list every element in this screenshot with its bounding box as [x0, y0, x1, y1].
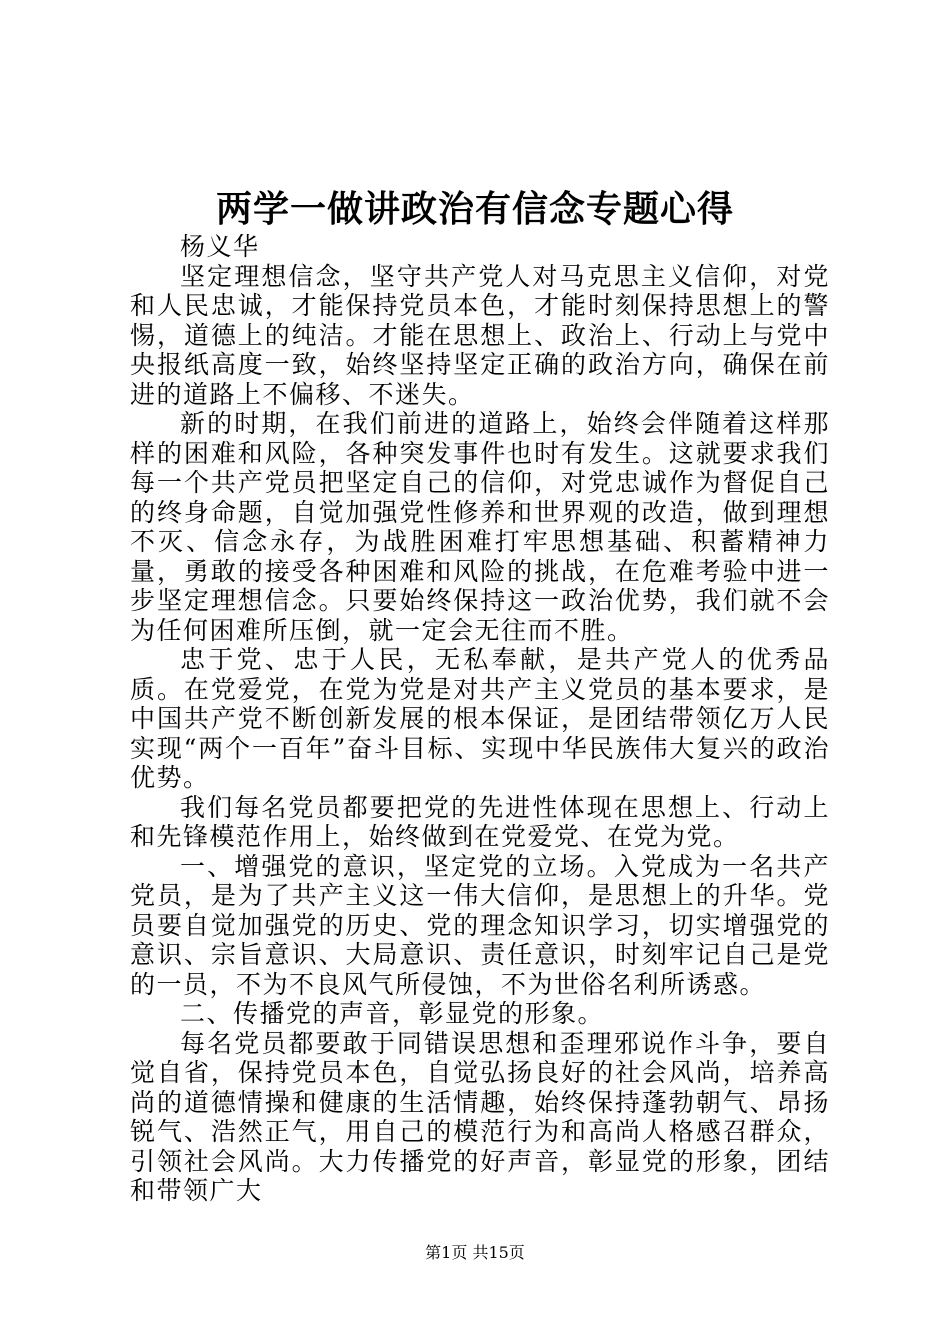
paragraph: 二、传播党的声音，彰显党的形象。: [180, 999, 605, 1028]
paragraph: 坚定理想信念，坚守共产党人对马克思主义信仰，对党和人民忠诚，才能保持党员本色，才能时刻保持思想上的警惕，道德上的纯洁。才能在思想上、政治上、行动上与党中央报纸高度一致，始终坚持坚定正确的政治方向，确保在前进的道路上不偏移、不迷失。: [130, 261, 830, 409]
page-number-footer: 第1页 共15页: [425, 1243, 525, 1262]
document-body: [130, 232, 830, 1206]
paragraph: 我们每名党员都要把党的先进性体现在思想上、行动上和先锋模范作用上，始终做到在党爱党、在党为党。: [130, 792, 830, 851]
document-title: 两学一做讲政治有信念专题心得: [215, 188, 734, 230]
paragraph: 每名党员都要敢于同错误思想和歪理邪说作斗争，要自觉自省，保持党员本色，自觉弘扬良好的社会风尚，培养高尚的道德情操和健康的生活情趣，始终保持蓬勃朝气、昂扬锐气、浩然正气，用自己的模范行为和高尚人格感召群众，引领社会风尚。大力传播党的好声音，彰显党的形象，团结和带领广大: [130, 1028, 830, 1205]
paragraph: 新的时期，在我们前进的道路上，始终会伴随着这样那样的困难和风险，各种突发事件也时有发生。这就要求我们每一个共产党员把坚定自己的信仰，对党忠诚作为督促自己的终身命题，自觉加强党性修养和世界观的改造，做到理想不灭、信念永存，为战胜困难打牢思想基础、积蓄精神力量，勇敢的接受各种困难和风险的挑战，在危难考验中进一步坚定理想信念。只要始终保持这一政治优势，我们就不会为任何困难所压倒，就一定会无往而不胜。: [130, 409, 830, 645]
author-line: 杨义华: [180, 232, 260, 261]
paragraph: 一、增强党的意识，坚定党的立场。入党成为一名共产党员，是为了共产主义这一伟大信仰，是思想上的升华。党员要自觉加强党的历史、党的理念知识学习，切实增强党的意识、宗旨意识、大局意识、责任意识，时刻牢记自己是党的一员，不为不良风气所侵蚀，不为世俗名利所诱惑。: [130, 851, 830, 999]
paragraph: 忠于党、忠于人民，无私奉献，是共产党人的优秀品质。在党爱党，在党为党是对共产主义党员的基本要求，是中国共产党不断创新发展的根本保证，是团结带领亿万人民实现“两个一百年”奋斗目标、实现中华民族伟大复兴的政治优势。: [130, 645, 830, 792]
